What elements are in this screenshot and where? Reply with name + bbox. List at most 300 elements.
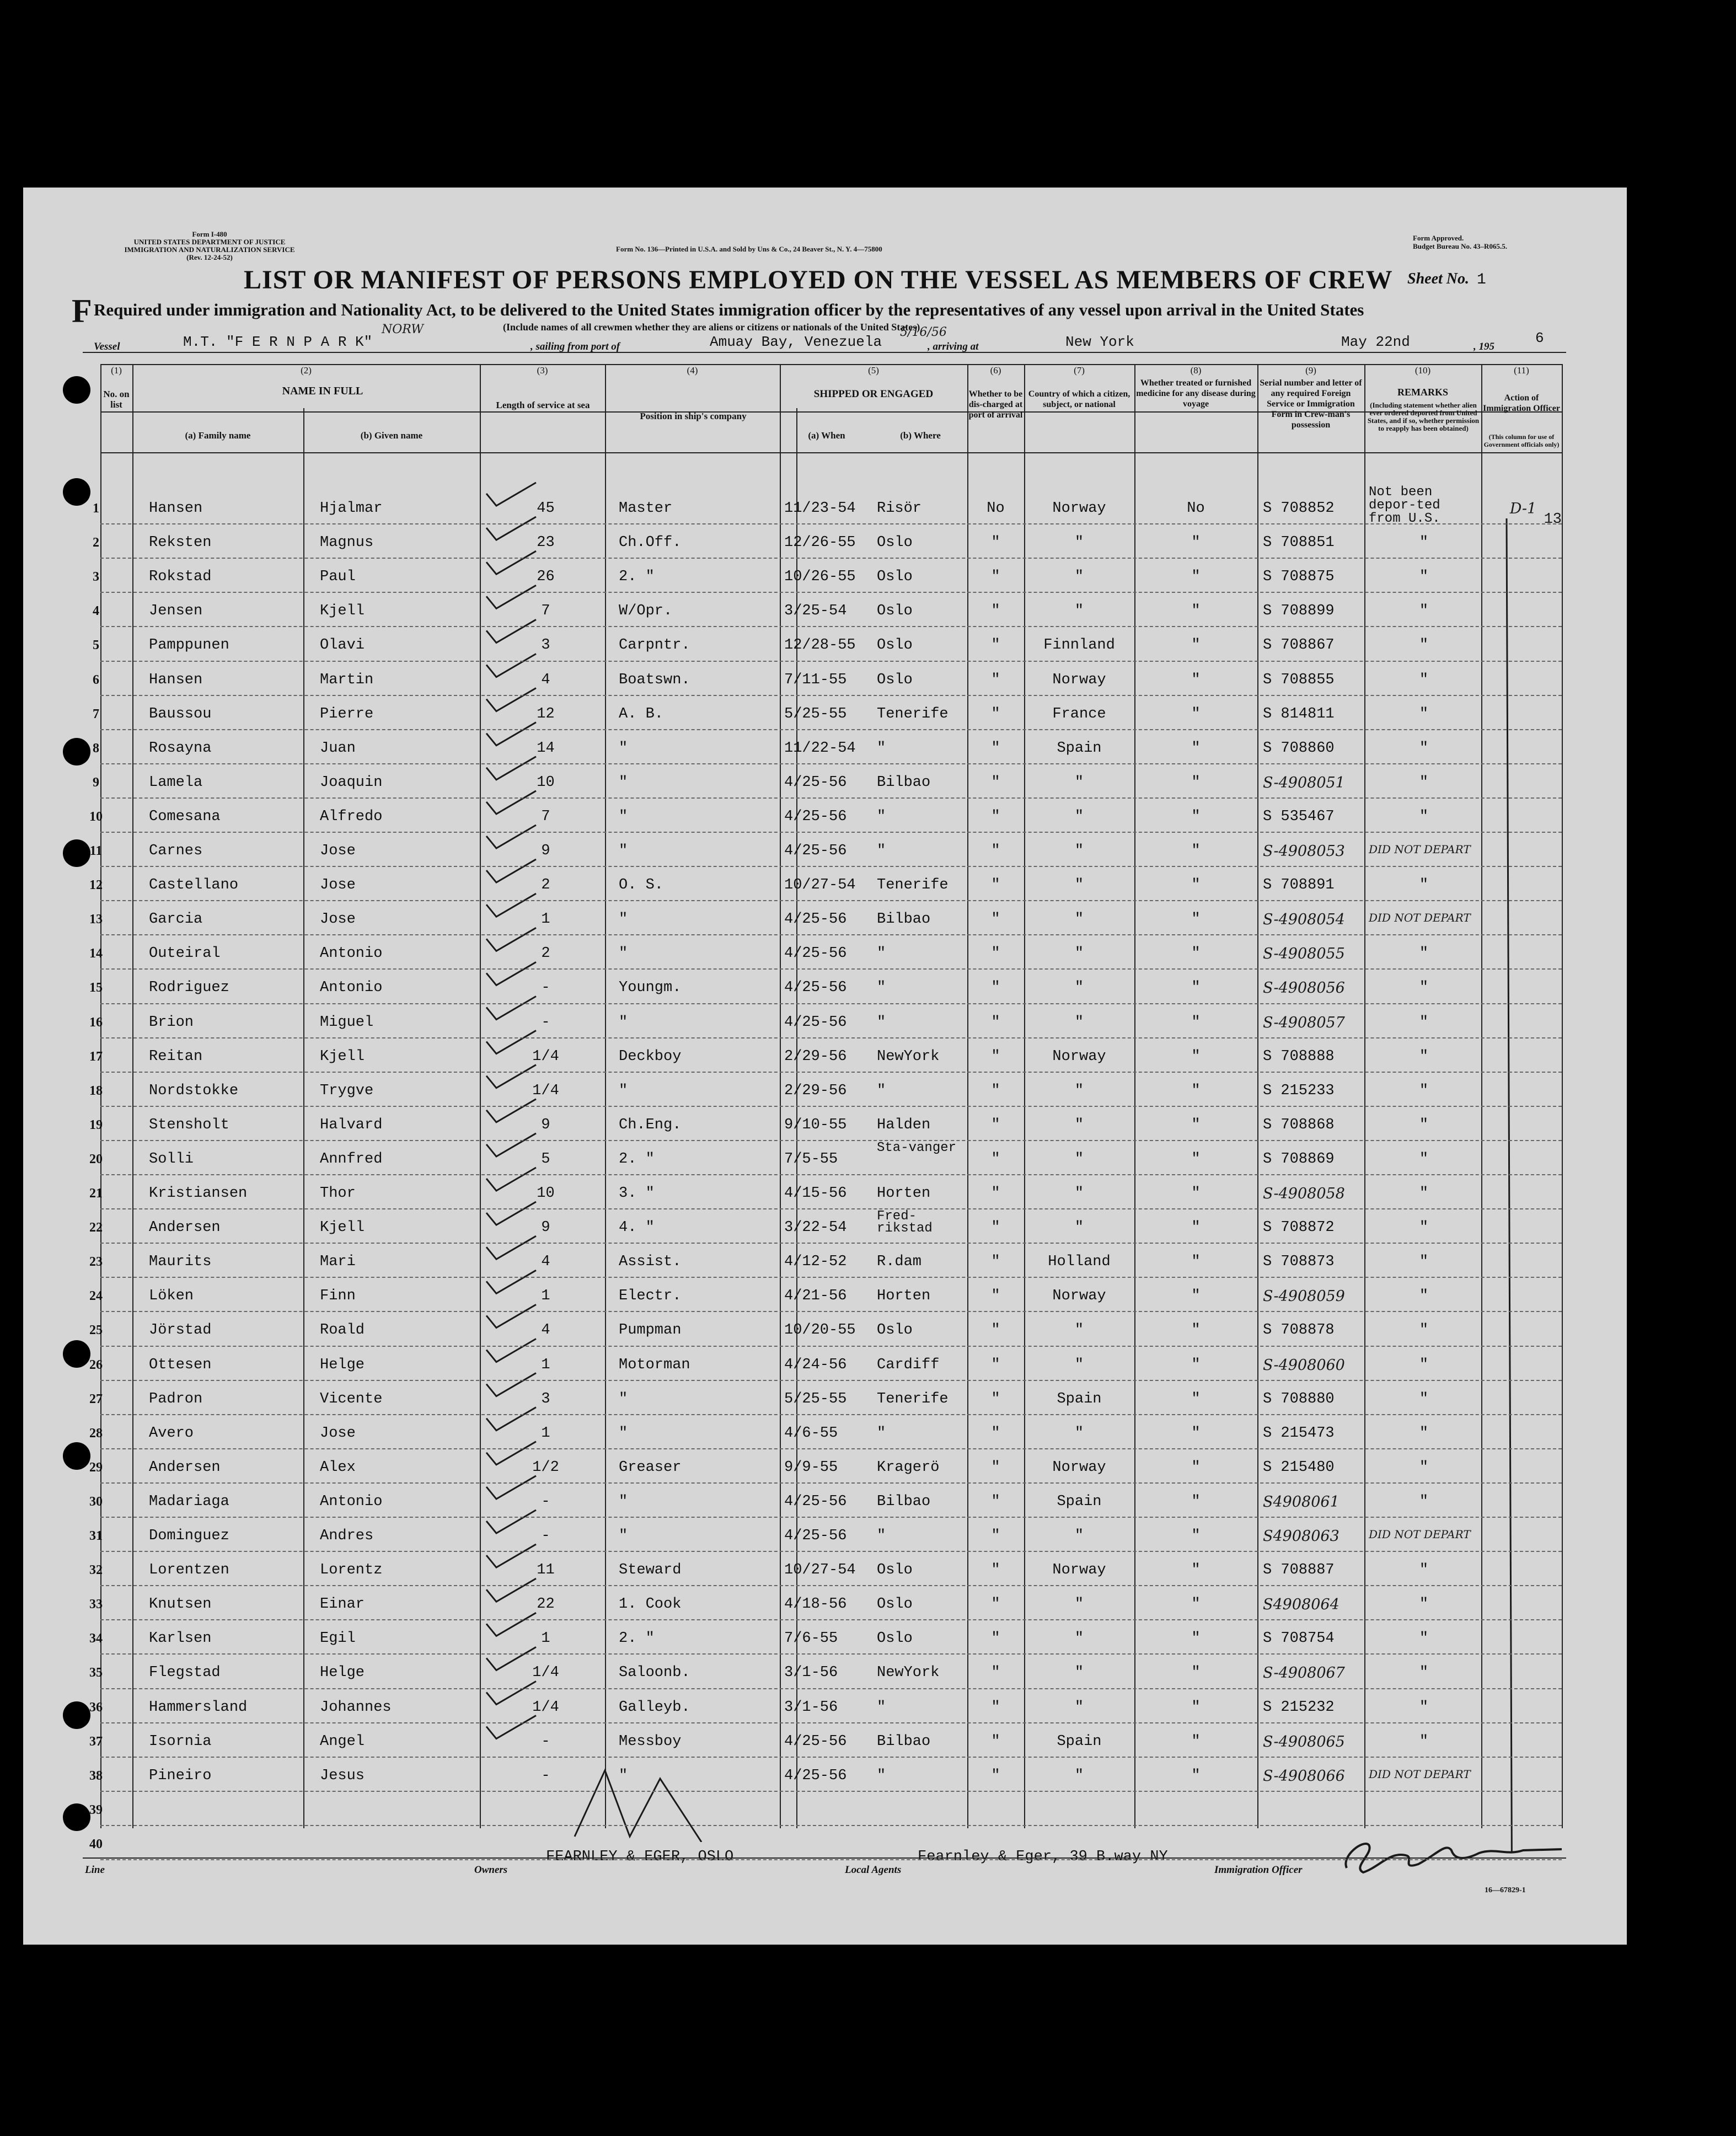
cell-length: - [541,1528,550,1544]
cell-remarks: " [1419,945,1429,962]
row-number: 2 [93,536,99,550]
cell-when: 4/15-56 [784,1185,847,1202]
row-rule [100,900,1562,901]
cell-discharged: " [991,534,1000,552]
cell-family: Knutsen [149,1596,212,1613]
cell-where: Fred-rikstad [877,1209,933,1236]
arrival-port: New York [1065,334,1134,350]
cell-length: 2 [541,945,550,962]
cell-length: 9 [541,1219,550,1236]
cell-remarks: " [1419,1390,1429,1407]
cell-medicine: " [1191,705,1201,722]
cell-given: Antonio [320,1493,383,1510]
row-rule [100,1072,1562,1073]
row-rule [100,1174,1562,1175]
cell-length: 1 [541,1356,550,1373]
row-rule [100,968,1562,970]
cell-country: " [1074,1082,1084,1099]
row-rule [100,626,1562,627]
cell-where: " [877,808,886,825]
cell-family: Castellano [149,877,239,894]
cell-serial: S 708888 [1263,1048,1335,1065]
cell-discharged: " [991,1528,1000,1544]
cell-family: Comesana [149,808,221,825]
row-rule [100,661,1562,662]
cell-medicine: " [1191,877,1201,894]
cell-position: Master [619,500,673,517]
cell-country: " [1074,877,1084,894]
cell-medicine: " [1191,1733,1201,1750]
cell-family: Hansen [149,500,203,517]
cell-discharged: " [991,1048,1000,1065]
row-rule [100,1414,1562,1415]
cell-family: Brion [149,1014,194,1031]
cell-where: " [877,1082,886,1099]
cell-discharged: No [987,500,1005,517]
cell-when: 4/6-55 [784,1425,838,1442]
row-number: 5 [93,638,99,653]
row-rule [100,1757,1562,1758]
cell-medicine: " [1191,1664,1201,1682]
row-rule [100,1619,1562,1620]
col-num: (3) [537,365,548,376]
cell-country: " [1074,1596,1084,1613]
cell-remarks: " [1419,1356,1429,1373]
cell-medicine: " [1191,1322,1201,1339]
col-head-remarks: REMARKS [1397,387,1448,398]
cell-where: NewYork [877,1664,940,1682]
cell-length: 7 [541,808,550,825]
cell-serial: S 708872 [1263,1219,1335,1236]
cell-serial: S 708869 [1263,1150,1335,1168]
cell-when: 12/28-55 [784,637,856,654]
cell-discharged: " [991,1493,1000,1510]
cell-position: A. B. [619,705,664,722]
cell-country: " [1074,1699,1084,1716]
cell-where: Risör [877,500,922,517]
row-rule [100,832,1562,833]
cell-remarks: " [1419,1425,1429,1442]
cell-position: Messboy [619,1733,682,1750]
cell-medicine: " [1191,774,1201,791]
row-rule [100,1346,1562,1347]
cell-position: Steward [619,1562,682,1579]
cell-length: 9 [541,843,550,859]
row-rule [100,1859,1562,1860]
row-number: 9 [93,775,99,790]
cell-country: " [1074,1630,1084,1647]
cell-family: Nordstokke [149,1082,239,1099]
cell-country: Norway [1052,1562,1106,1579]
cell-family: Maurits [149,1254,212,1271]
cell-when: 4/21-56 [784,1288,847,1305]
cell-when: 10/26-55 [784,569,856,586]
cell-remarks: " [1419,1733,1429,1750]
cell-length: 1/4 [532,1664,559,1682]
cell-given: Antonio [320,979,383,997]
cell-country: " [1074,1767,1084,1784]
owners-value: FEARNLEY & EGER, OSLO [546,1849,734,1865]
cell-given: Roald [320,1322,365,1339]
cell-when: 3/25-54 [784,603,847,620]
col-head-action-note: (This column for use of Government officials only) [1483,433,1560,448]
row-number: 23 [89,1255,103,1270]
col-num: (2) [301,365,312,376]
cell-given: Jose [320,877,356,894]
cell-medicine: " [1191,1288,1201,1305]
cell-serial: S 215232 [1263,1699,1335,1716]
cell-discharged: " [991,1699,1000,1716]
cell-discharged: " [991,1116,1000,1133]
page-title: LIST OR MANIFEST OF PERSONS EMPLOYED ON THE VESSEL AS MEMBERS OF CREW [244,265,1393,295]
cell-family: Carnes [149,843,203,859]
cell-given: Halvard [320,1116,383,1133]
cell-position: Pumpman [619,1322,682,1339]
cell-medicine: " [1191,1219,1201,1236]
cell-length: - [541,1733,550,1750]
cell-country: Norway [1052,671,1106,688]
cell-serial: S 215233 [1263,1082,1335,1099]
cell-when: 4/25-56 [784,1733,847,1750]
cell-when: 4/24-56 [784,1356,847,1373]
cell-given: Finn [320,1288,356,1305]
cell-serial: S 708868 [1263,1116,1335,1133]
cell-discharged: " [991,1733,1000,1750]
cell-length: 1 [541,911,550,928]
row-rule [100,1551,1562,1552]
cell-where: Bilbao [877,1493,931,1510]
row-number: 10 [89,809,103,824]
row-number: 6 [93,672,99,687]
cell-family: Löken [149,1288,194,1305]
cell-medicine: " [1191,1767,1201,1784]
cell-given: Magnus [320,534,374,552]
cell-length: 7 [541,603,550,620]
cell-medicine: " [1191,1150,1201,1168]
cell-country: " [1074,1322,1084,1339]
cell-position: Galleyb. [619,1699,690,1716]
sheet-number: Sheet No. 1 [1407,270,1486,288]
cell-serial: S-4908056 [1263,979,1345,997]
row-number: 17 [89,1049,103,1064]
cell-serial: S 708855 [1263,671,1335,688]
cell-serial: S 708852 [1263,500,1335,517]
col-num: (1) [111,365,122,376]
row-number: 29 [89,1460,103,1475]
year-digit: 6 [1535,330,1544,346]
cell-serial: S 708860 [1263,740,1335,757]
cell-discharged: " [991,740,1000,757]
cell-family: Lorentzen [149,1562,229,1579]
cell-medicine: " [1191,1630,1201,1647]
cell-length: 22 [537,1596,555,1613]
row-number: 11 [89,844,103,858]
col-num: (6) [990,365,1001,376]
cell-medicine: " [1191,671,1201,688]
cell-remarks: " [1419,1185,1429,1202]
punch-hole [63,738,90,765]
cell-remarks: " [1419,1082,1429,1099]
row-number: 36 [89,1700,103,1715]
cell-length: 26 [537,569,555,586]
row-number: 26 [89,1357,103,1372]
cell-when: 2/29-56 [784,1048,847,1065]
cell-country: " [1074,1116,1084,1133]
cell-length: 10 [537,1185,555,1202]
cell-length: 14 [537,740,555,757]
cell-medicine: " [1191,1082,1201,1099]
cell-serial: S-4908057 [1263,1014,1345,1031]
cell-length: 1/2 [532,1459,559,1476]
cell-discharged: " [991,671,1000,688]
cell-remarks: " [1419,1630,1429,1647]
cell-given: Johannes [320,1699,392,1716]
cell-medicine: " [1191,1390,1201,1407]
cell-family: Andersen [149,1219,221,1236]
cell-serial: S 814811 [1263,705,1335,722]
row-rule [100,1791,1562,1792]
cell-length: 45 [537,500,555,517]
cell-length: 1/4 [532,1082,559,1099]
cell-length: 1 [541,1425,550,1442]
cell-when: 7/11-55 [784,671,847,688]
cell-country: " [1074,1528,1084,1544]
cell-where: " [877,979,886,997]
cell-given: Olavi [320,637,365,654]
cell-where: Oslo [877,637,913,654]
cell-given: Andres [320,1528,374,1544]
col-head-country: Country of which a citizen, subject, or national [1028,389,1130,409]
cell-serial: S4908061 [1263,1493,1339,1511]
cell-discharged: " [991,1288,1000,1305]
cell-given: Paul [320,569,356,586]
cell-medicine: " [1191,945,1201,962]
cell-given: Jesus [320,1767,365,1784]
cell-country: Norway [1052,1288,1106,1305]
cell-country: " [1074,569,1084,586]
cell-remarks: " [1419,1596,1429,1613]
cell-remarks: " [1419,1664,1429,1682]
cell-length: 4 [541,1322,550,1339]
col-head-medicine: Whether treated or furnished medicine for any disease during voyage [1136,378,1256,409]
voyage-underline [83,352,1566,353]
row-rule [100,592,1562,593]
cell-length: 1/4 [532,1048,559,1065]
cell-medicine: " [1191,911,1201,928]
cell-discharged: " [991,979,1000,997]
cell-serial: S 708880 [1263,1390,1335,1407]
cell-when: 12/26-55 [784,534,856,552]
cell-serial: S 708867 [1263,637,1335,654]
form-number: Form No. 136—Printed in U.S.A. and Sold by Uns & Co., 24 Beaver St., N. Y. 4—75800 [616,245,882,253]
cell-serial: S-4908060 [1263,1356,1345,1374]
cell-discharged: " [991,1630,1000,1647]
cell-remarks: " [1419,569,1429,586]
cell-given: Jose [320,911,356,928]
col-num: (7) [1074,365,1085,376]
cell-given: Trygve [320,1082,374,1099]
line-label: Line [85,1864,105,1876]
cell-length: 9 [541,1116,550,1133]
cell-position: Youngm. [619,979,682,997]
cell-remarks: " [1419,1322,1429,1339]
cell-given: Joaquin [320,774,383,791]
col-num: (4) [687,365,698,376]
row-number: 19 [89,1117,103,1132]
row-number: 13 [89,912,103,927]
cell-remarks: " [1419,1288,1429,1305]
cell-when: 10/27-54 [784,877,856,894]
cell-family: Baussou [149,705,212,722]
cell-where: Halden [877,1116,931,1133]
cell-remarks: " [1419,808,1429,825]
cell-serial: S4908064 [1263,1596,1339,1614]
cell-family: Flegstad [149,1664,221,1682]
cell-serial: S-4908066 [1263,1767,1345,1785]
cell-serial: S 708899 [1263,603,1335,620]
cell-serial: S-4908054 [1263,911,1345,929]
cell-serial: S 708873 [1263,1254,1335,1271]
cell-length: 3 [541,637,550,654]
cell-country: " [1074,1219,1084,1236]
punch-hole [63,839,90,867]
cell-given: Lorentz [320,1562,383,1579]
cell-medicine: " [1191,1356,1201,1373]
cell-serial: S 708754 [1263,1630,1335,1647]
cell-when: 5/25-55 [784,1390,847,1407]
cell-when: 4/18-56 [784,1596,847,1613]
cell-discharged: " [991,843,1000,859]
cell-position: 2. " [619,1150,655,1168]
col-head-remarks-note: (Including statement whether alien ever ordered deported from United States, and if so, whether permission to reapply has been obtained) [1367,401,1480,432]
cell-family: Ottesen [149,1356,212,1373]
cell-where: Horten [877,1185,931,1202]
cell-medicine: No [1187,500,1205,517]
row-rule [100,1380,1562,1381]
row-rule [100,1140,1562,1141]
cell-remarks: " [1419,1219,1429,1236]
cell-discharged: " [991,1322,1000,1339]
cell-length: - [541,979,550,997]
officer-label: Immigration Officer [1214,1864,1303,1876]
cell-where: Horten [877,1288,931,1305]
cell-medicine: " [1191,1425,1201,1442]
col-head-discharged: Whether to be dis-charged at port of arrival [968,389,1023,420]
cell-position: " [619,843,628,859]
cell-medicine: " [1191,1014,1201,1031]
cell-serial: S-4908055 [1263,945,1345,963]
cell-length: 1/4 [532,1699,559,1716]
cell-position: Deckboy [619,1048,682,1065]
cell-remarks: DID NOT DEPART [1369,843,1471,856]
cell-country: Norway [1052,1048,1106,1065]
row-rule [100,1208,1562,1209]
cell-family: Rosayna [149,740,212,757]
vessel-name: M.T. "F E R N P A R K" [183,334,373,350]
cell-remarks: " [1419,603,1429,620]
cell-serial: S 215473 [1263,1425,1335,1442]
cell-remarks: Not been depor-ted from U.S. [1369,485,1440,526]
cell-length: - [541,1493,550,1510]
cell-remarks: " [1419,1459,1429,1476]
cell-remarks: " [1419,637,1429,654]
row-rule [100,1585,1562,1586]
form-label: Form I-480 UNITED STATES DEPARTMENT OF JUSTICE IMMIGRATION AND NATURALIZATION SERVICE (Rev. 12-24-52) [124,230,295,261]
cell-position: Motorman [619,1356,690,1373]
cell-medicine: " [1191,1048,1201,1065]
cell-given: Miguel [320,1014,374,1031]
manifest-sheet [23,188,1627,1945]
row-number: 31 [89,1529,103,1543]
cell-country: " [1074,1185,1084,1202]
cell-family: Pineiro [149,1767,212,1784]
cell-country: " [1074,534,1084,552]
cell-given: Martin [320,671,374,688]
cell-family: Rodriguez [149,979,229,997]
cell-where: " [877,1528,886,1544]
cell-position: Ch.Off. [619,534,682,552]
cell-country: Holland [1048,1254,1111,1271]
cell-given: Jose [320,1425,356,1442]
subtitle-note: (Include names of all crewmen whether they are aliens or citizens or nationals of the United States) [503,322,920,333]
cell-where: Cardiff [877,1356,940,1373]
row-number: 38 [89,1768,103,1783]
row-number: 18 [89,1083,103,1098]
cell-family: Dominguez [149,1528,229,1544]
cell-medicine: " [1191,603,1201,620]
vessel-flag-note: NORW [382,323,424,336]
row-rule [100,934,1562,935]
cell-when: 4/25-56 [784,843,847,859]
cell-when: 9/9-55 [784,1459,838,1476]
cell-given: Alfredo [320,808,383,825]
cell-remarks: " [1419,705,1429,722]
row-rule [100,1106,1562,1107]
cell-discharged: " [991,637,1000,654]
cell-action: 13 [1544,511,1562,528]
cell-action: D-1 [1509,500,1537,517]
cell-when: 4/25-56 [784,1528,847,1544]
cell-country: Spain [1057,1493,1102,1510]
row-rule [100,1037,1562,1038]
cell-discharged: " [991,945,1000,962]
cell-position: " [619,774,628,791]
col-head-name: NAME IN FULL [282,385,363,397]
cell-discharged: " [991,1082,1000,1099]
cell-medicine: " [1191,1596,1201,1613]
cell-remarks: DID NOT DEPART [1369,1528,1471,1541]
cell-when: 4/25-56 [784,945,847,962]
cell-discharged: " [991,911,1000,928]
row-number: 34 [89,1631,103,1646]
departure-port: Amuay Bay, Venezuela [710,334,882,350]
agents-value: Fearnley & Eger, 39 B.way NY [918,1849,1168,1865]
cell-remarks: " [1419,877,1429,894]
cell-remarks: " [1419,1150,1429,1168]
cell-family: Hansen [149,671,203,688]
row-number: 12 [89,878,103,893]
cell-medicine: " [1191,740,1201,757]
cell-where: Oslo [877,1596,913,1613]
cell-medicine: " [1191,1493,1201,1510]
col-head-where: (b) Where [900,430,941,441]
cell-where: Tenerife [877,877,949,894]
cell-medicine: " [1191,1116,1201,1133]
cell-family: Garcia [149,911,203,928]
cell-position: W/Opr. [619,603,673,620]
cell-when: 11/23-54 [784,500,856,517]
col-head-given: (b) Given name [360,430,423,441]
